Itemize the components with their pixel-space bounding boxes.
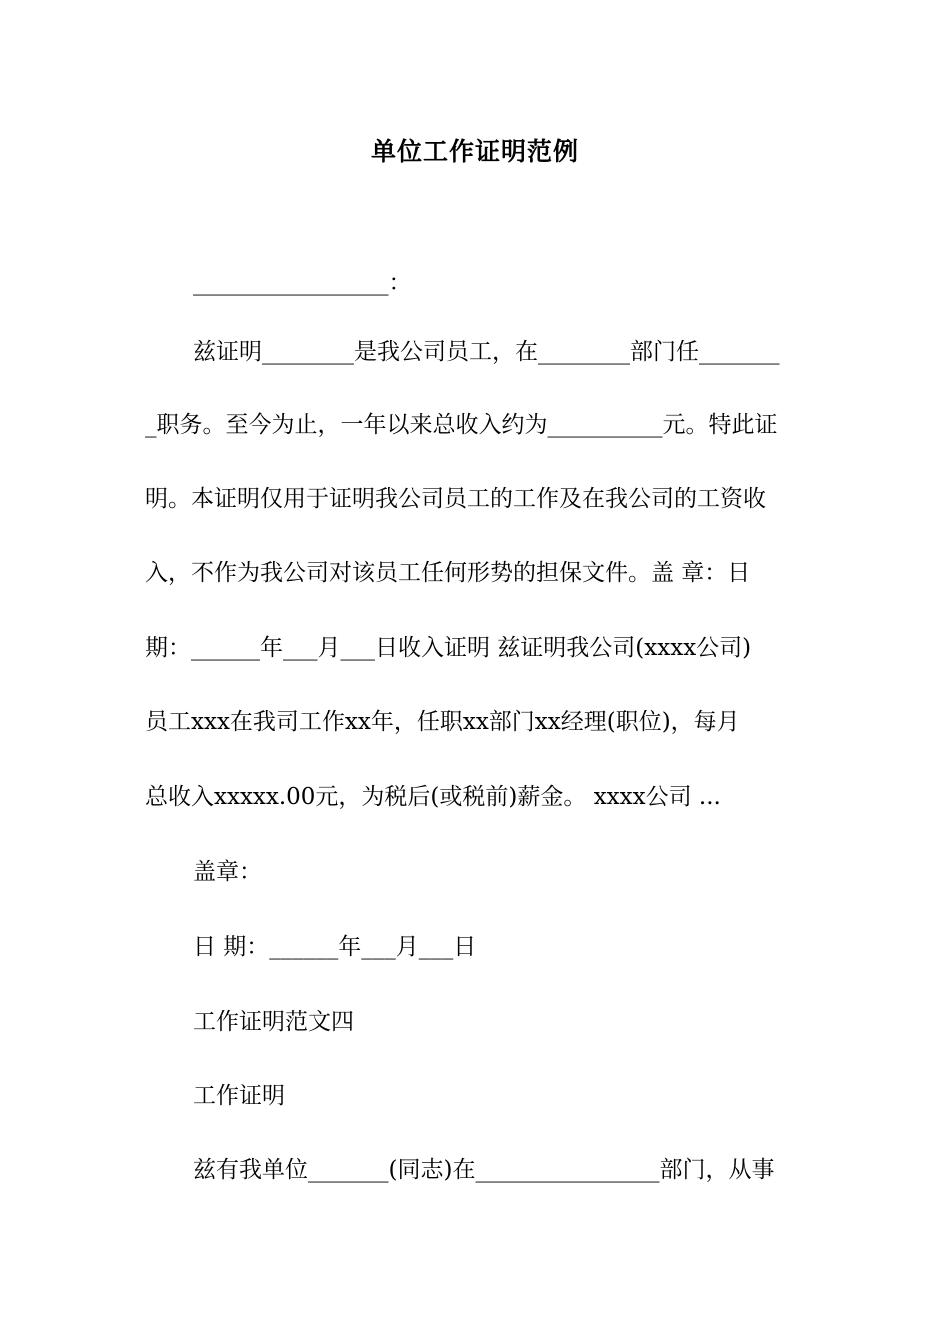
body-line: 期：______年___月___日收入证明 兹证明我公司(xxxx公司) — [145, 635, 752, 661]
body-line: 兹证明________是我公司员工，在________部门任_______ — [193, 339, 780, 365]
body-line: 入，不作为我公司对该员工任何形势的担保文件。盖 章：日 — [145, 560, 751, 586]
date-line: 日 期：______年___月___日 — [193, 934, 477, 960]
body-line: 总收入xxxxx.00元，为税后(或税前)薪金。 xxxx公司 ... — [145, 784, 721, 810]
body-line: 员工xxx在我司工作xx年，任职xx部门xx经理(职位)，每月 — [145, 709, 740, 735]
document-title: 单位工作证明范例 — [370, 137, 579, 166]
body-line: _职务。至今为止，一年以来总收入约为__________元。特此证 — [145, 412, 778, 438]
closing-line: 兹有我单位_______(同志)在________________部门，从事 — [193, 1157, 775, 1183]
section-title: 工作证明 — [193, 1083, 285, 1109]
section-heading: 工作证明范文四 — [193, 1009, 354, 1035]
body-line: 明。本证明仅用于证明我公司员工的工作及在我公司的工资收 — [145, 486, 766, 512]
salutation-line: _________________： — [193, 270, 412, 296]
seal-label: 盖章： — [193, 859, 262, 885]
